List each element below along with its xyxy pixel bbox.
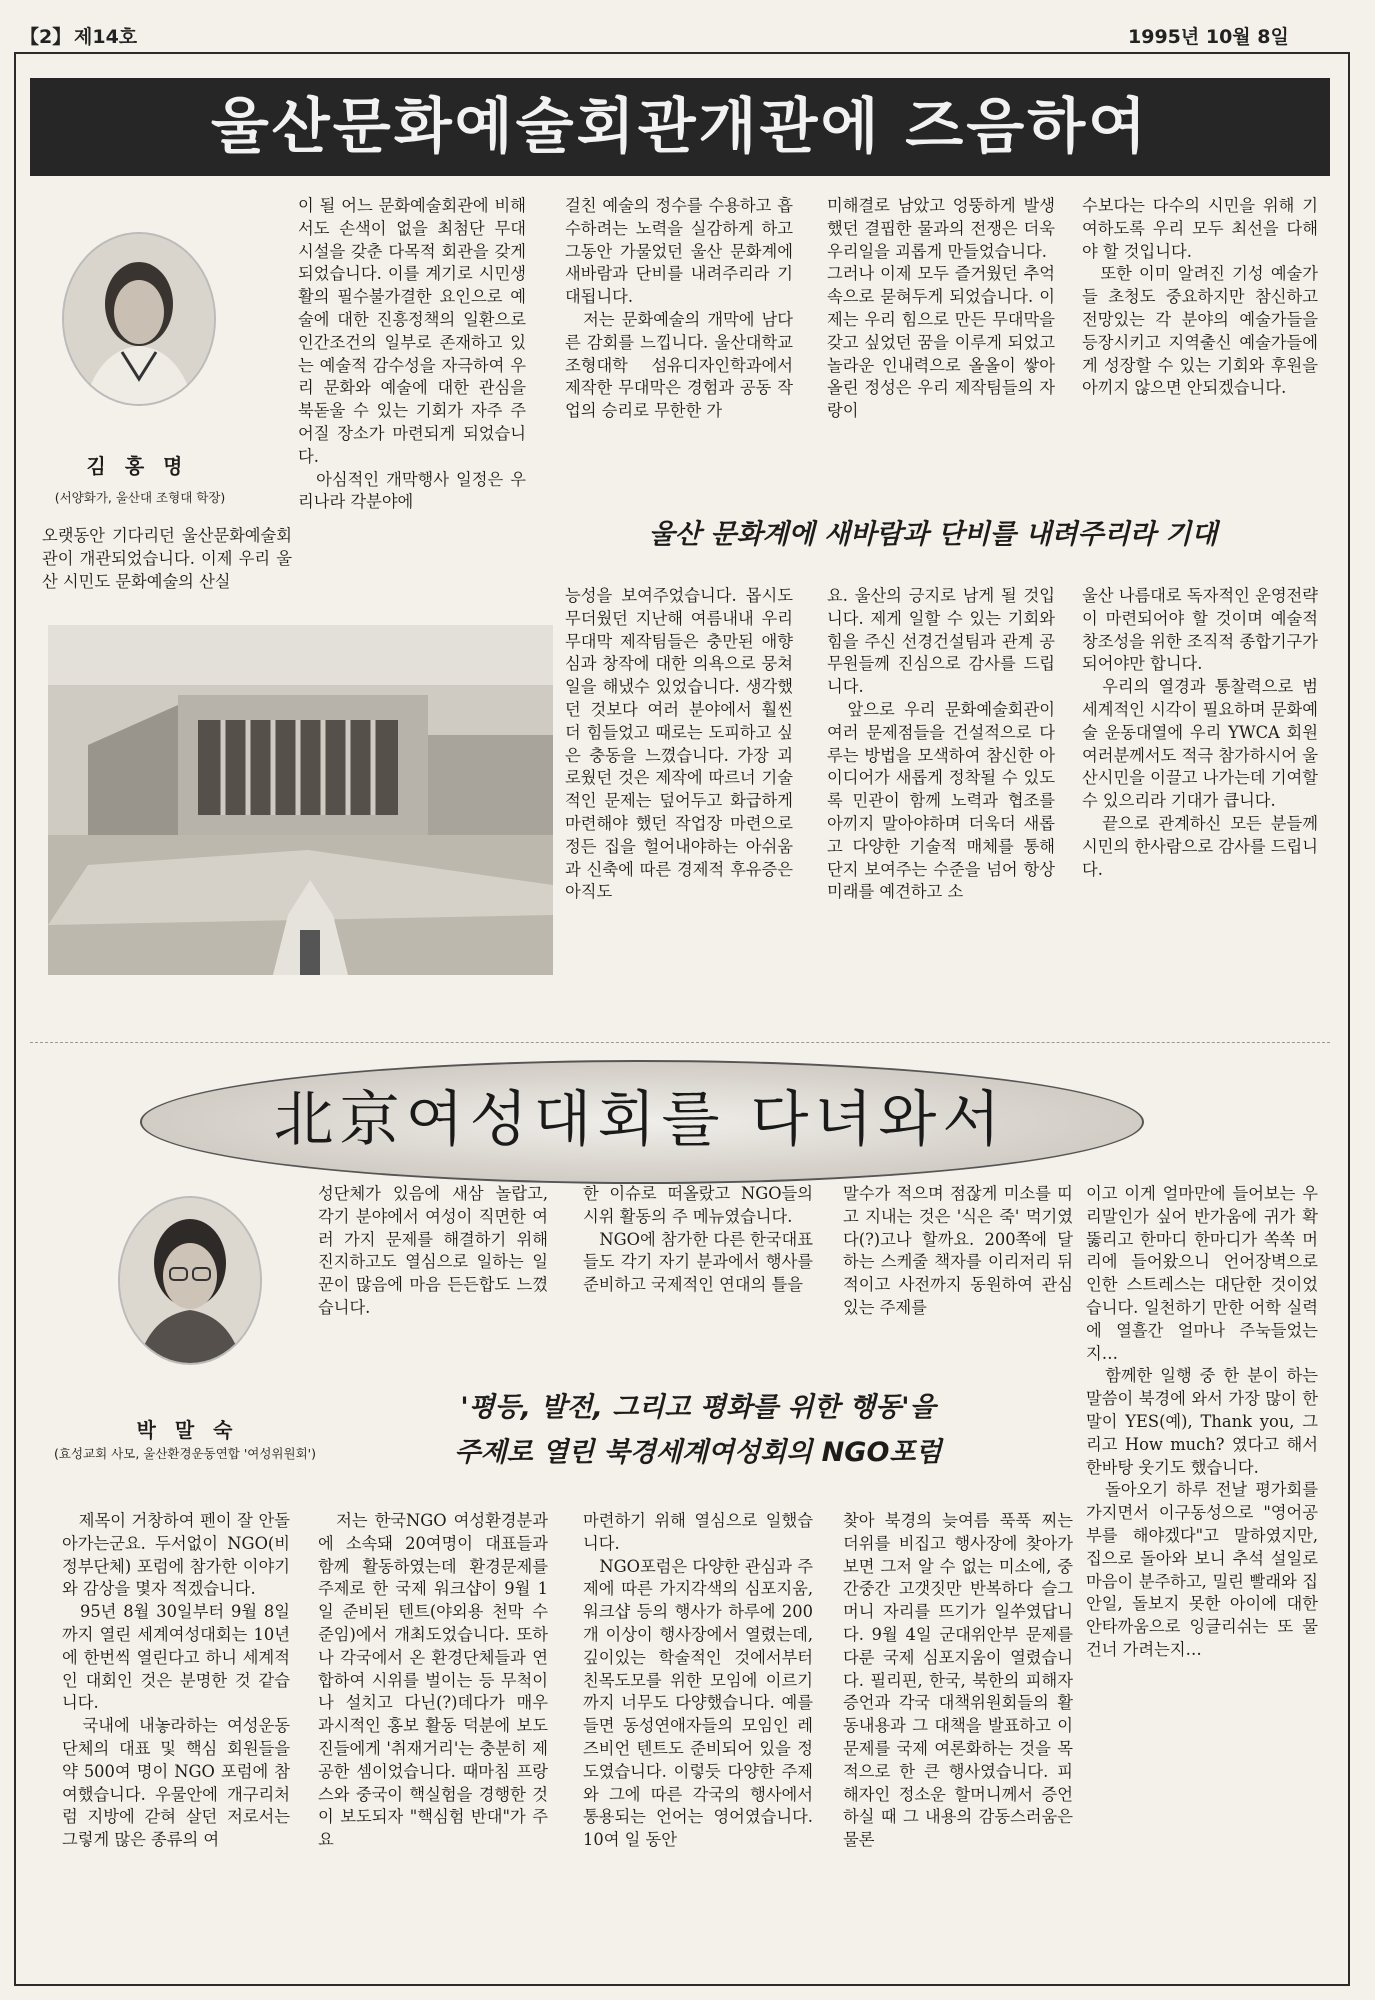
issue-number: 제14호 (74, 26, 138, 48)
author1-photo (62, 232, 216, 406)
article2-col4-lower-text: 찾아 북경의 늦여름 푹푹 찌는 더위를 비집고 행사장에 찾아가 보면 그저 알 수 없는 미소에, 중간중간 고갯짓만 반복하다 슬그머니 자리를 뜨기가 일쑤였답니다. 9월 4일 군대위안부 문제를 다룬 국제 심포지움이 열렸습니다. 필리핀, 한국, 북한의 피해자 증언과 각국 대책위원회들의 활동내용과 그 대책을 발표하고 이 문제를 국제 여론화하는 것을 목적으로 한 큰 행사였습니다. 피해자인 정소운 할머니께서 증언하실 때 그 내용의 감동스러움은 물론 (843, 1511, 1073, 1850)
article1-title: 울산문화예술회관개관에 즈음하여 (30, 78, 1330, 176)
author1-name: 김 홍 명 (86, 454, 189, 478)
article2-subheading-line2: 주제로 열린 북경세계여성회의 NGO포럼 (454, 1437, 942, 1468)
author2-photo (118, 1196, 262, 1365)
article1-col3-lower-text: 능성을 보여주었습니다. 몹시도 무더웠던 지난해 여름내내 우리 무대막 제작팀들은 충만된 애향심과 창작에 대한 의욕으로 뭉쳐 일을 해냈수 있었습니다. 생각했던 것보다 여러 분야에서 훨씬 더 힘들었고 때로는 도피하고 싶은 충동을 느꼈습니다. 가장 괴로웠던 것은 제작에 따르너 기술적인 문제는 덮어두고 화급하게 마련해야 했던 작업장 마련으로 정든 집을 헐어내야하는 아쉬움과 신축에 따른 경제적 후유증은 아직도 (565, 586, 793, 902)
article1-col5-lower-text: 울산 나름대로 독자적인 운영전략이 마련되어야 할 것이며 예술적 창조성을 위한 조직적 종합기구가 되어야만 합니다. 우리의 열경과 통찰력으로 범세계적인 시각이 필요하며 문화예술 운동대열에 우리 YWCA 회원 여러분께서도 적극 참가하시어 울산시민을 이끌고 나가는데 기여할 수 있으리라 기대가 큽니다. 끝으로 관계하신 모든 분들께 시민의 한사람으로 감사를 드립니다. (1082, 586, 1318, 879)
page-number: 【2】 (20, 26, 72, 48)
section-divider (30, 1042, 1330, 1043)
article1-col1-text: 오랫동안 기다리던 울산문화예술회관이 개관되었습니다. 이제 우리 울산 시민도 문화예술의 산실 (42, 526, 292, 591)
article1-subheading: 울산 문화계에 새바람과 단비를 내려주리라 기대 (648, 519, 1218, 550)
article2-subheading-line1: '평등, 발전, 그리고 평화를 위한 행동'을 (460, 1392, 936, 1423)
portrait-image (64, 234, 214, 404)
article1-col5-text: 수보다는 다수의 시민을 위해 기여하도록 우리 모두 최선을 다해야 할 것입니다. 또한 이미 알려진 기성 예술가들 초청도 중요하지만 참신하고 전망있는 각 분야의 예술가들을 등장시키고 지역출신 예술가들에게 성장할 수 있는 기회와 후원을 아끼지 않으면 안되겠습니다. (1082, 196, 1318, 398)
article2-col2-lower-text: 저는 한국NGO 여성환경분과에 소속돼 20여명이 대표들과 함께 활동하였는데 환경문제를 주제로 한 국제 워크샵이 9월 1일 준비된 텐트(야외용 천막 수준임)에서 개최도었습니다. 또하나 각국에서 온 환경단체들과 연합하여 시위를 벌이는 등 무척이나 설치고 다닌(?)데다가 매우 과시적인 홍보 활동 덕분에 보도진들에게 '취재거리'는 충분히 제공한 셈이었습니다. 때마침 프랑스와 중국이 핵실험을 경행한 것이 보도되자 "핵심험 반대"가 주요 (318, 1511, 548, 1850)
article2-col2-upper-text: 성단체가 있음에 새삼 놀랍고, 각기 분야에서 여성이 직면한 여러 가지 문제를 해결하기 위해 진지하고도 열심으로 일하는 일꾼이 많음에 마음 든든합도 느꼈습니다. (318, 1184, 548, 1317)
article1-col4-text: 미해결로 남았고 엉뚱하게 발생했던 결핍한 물과의 전쟁은 더욱 우리일을 괴롭게 만들었습니다. 그러나 이제 모두 즐거웠던 추억속으로 묻혀두게 되었습니다. 이제는 우리 힘으로 만든 무대막을 갖고 싶었던 꿈을 이루게 되었고 놀라운 인내력으로 올올이 쌓아올린 정성은 우리 제작팀들의 자랑이 (827, 196, 1055, 421)
issue-date: 1995년 10월 8일 (1128, 26, 1289, 48)
portrait-image (120, 1198, 260, 1363)
article2-col3-lower-text: 마련하기 위해 열심으로 일했습니다. NGO포럼은 다양한 관심과 주제에 따른 가지각색의 심포지움, 워크샵 등의 행사가 하루에 200개 이상이 행사장에서 열렸는데, 깊이있는 학술적인 것에서부터 친목도모를 위한 모임에 이르기까지 너무도 다양했습니다. 예를들면 동성연애자들의 모임인 레즈비언 텐트도 준비되어 있을 정도였습니다. 이렇듯 다양한 주제와 그에 따른 각국의 행사에서 통용되는 언어는 영어였습니다. 10여 일 동안 (583, 1511, 813, 1850)
building-image (48, 625, 553, 975)
article2-col1-text: 제목이 거창하여 펜이 잘 안돌아가는군요. 두서없이 NGO(비정부단체) 포럼에 참가한 이야기와 감상을 몇자 적겠습니다. 95년 8월 30일부터 9월 8일까지 열린 세계여성대회는 10년에 한번씩 열린다고 하니 세계적인 대회인 것은 분명한 것 같습니다. 국내에 내놓라하는 여성운동단체의 대표 및 핵심 회원들을 약 500여 명이 NGO 포럼에 참여했습니다. 우물안에 개구리처럼 지방에 갇혀 살던 저로서는 그렇게 많은 종류의 여 (62, 1511, 290, 1850)
article1-col4-lower-text: 요. 울산의 긍지로 남게 될 것입니다. 제게 일할 수 있는 기회와 힘을 주신 선경건설팀과 관계 공무원들께 진심으로 감사를 드립니다. 앞으로 우리 문화예술회관이 여러 문제점들을 건설적으로 다루는 방법을 모색하여 참신한 아이디어가 새롭게 정착될 수 있도록 민관이 함께 노력과 협조를 아끼지 말아야하며 더욱더 새롭고 다양한 기술적 매체를 통해 단지 보여주는 수준을 넘어 항상 미래를 예견하고 소 (827, 586, 1055, 902)
article1-col3-text: 걸친 예술의 정수를 수용하고 흡수하려는 노력을 실감하게 하고 그동안 가물었던 울산 문화계에 새바람과 단비를 내려주리라 기대됩니다. 저는 문화예술의 개막에 남다른 감회를 느낍니다. 울산대학교 조형대학 섬유디자인학과에서 제작한 무대막은 경험과 공동 작업의 승리로 무한한 가 (565, 196, 793, 421)
article2-col3-upper-text: 한 이슈로 떠올랐고 NGO들의 시위 활동의 주 메뉴였습니다. NGO에 참가한 다른 한국대표들도 각기 자기 분과에서 행사를 준비하고 국제적인 연대의 틀을 (583, 1184, 813, 1295)
author2-affiliation: (효성교회 사모, 울산환경운동연합 '여성위원회') (54, 1446, 316, 1461)
author1-affiliation: (서양화가, 울산대 조형대 학장) (54, 490, 226, 505)
article2-col5-text: 이고 이게 얼마만에 들어보는 우리말인가 싶어 반가움에 귀가 확 뚫리고 한마디 한마디가 쏙쏙 머리에 들어왔으니 언어장벽으로 인한 스트레스는 대단한 것이었습니다. 일천하기 만한 어학 실력에 열흘간 얼마나 주눅들었는지… 함께한 일행 중 한 분이 하는 말씀이 북경에 와서 가장 많이 한말이 YES(예), Thank you, 그리고 How much? 였다고 해서 한바탕 웃기도 했습니다. 돌아오기 하루 전날 평가회를 가지면서 이구동성으로 "영어공부를 해야겠다"고 말하였지만, 집으로 돌아와 보니 추석 설일로 마음이 분주하고, 밀린 빨래와 집안일, 돌보지 못한 아이에 대한 안타까움으로 잉글리쉬는 또 물 건너 가려는지… (1086, 1184, 1318, 1659)
article1-col2-text: 이 될 어느 문화예술회관에 비해서도 손색이 없을 최첨단 무대 시설을 갖춘 다목적 회관을 갖게 되었습니다. 이를 계기로 시민생활의 필수불가결한 요인으로 예술에 대한 진흥정책의 일환으로 인간조건의 일부로 존재하고 있는 예술적 감수성을 자극하여 우리 문화와 예술에 대한 관심을 북돋울 수 있는 기회가 자주 주어질 장소가 마련되게 되었습니다. 아심적인 개막행사 일정은 우리나라 각분야에 (298, 196, 526, 512)
article2-col4-upper-text: 말수가 적으며 점잖게 미소를 띠고 지내는 것은 '식은 죽' 먹기였다(?)고나 할까요. 200쪽에 달하는 스케줄 책자를 이리저리 뒤적이고 사전까지 동원하여 관심있는 주제를 (843, 1184, 1073, 1317)
article2-title: 北京여성대회를 다녀와서 (273, 1085, 1007, 1155)
arts-center-photo (48, 625, 553, 975)
author2-name: 박 말 숙 (136, 1418, 239, 1442)
